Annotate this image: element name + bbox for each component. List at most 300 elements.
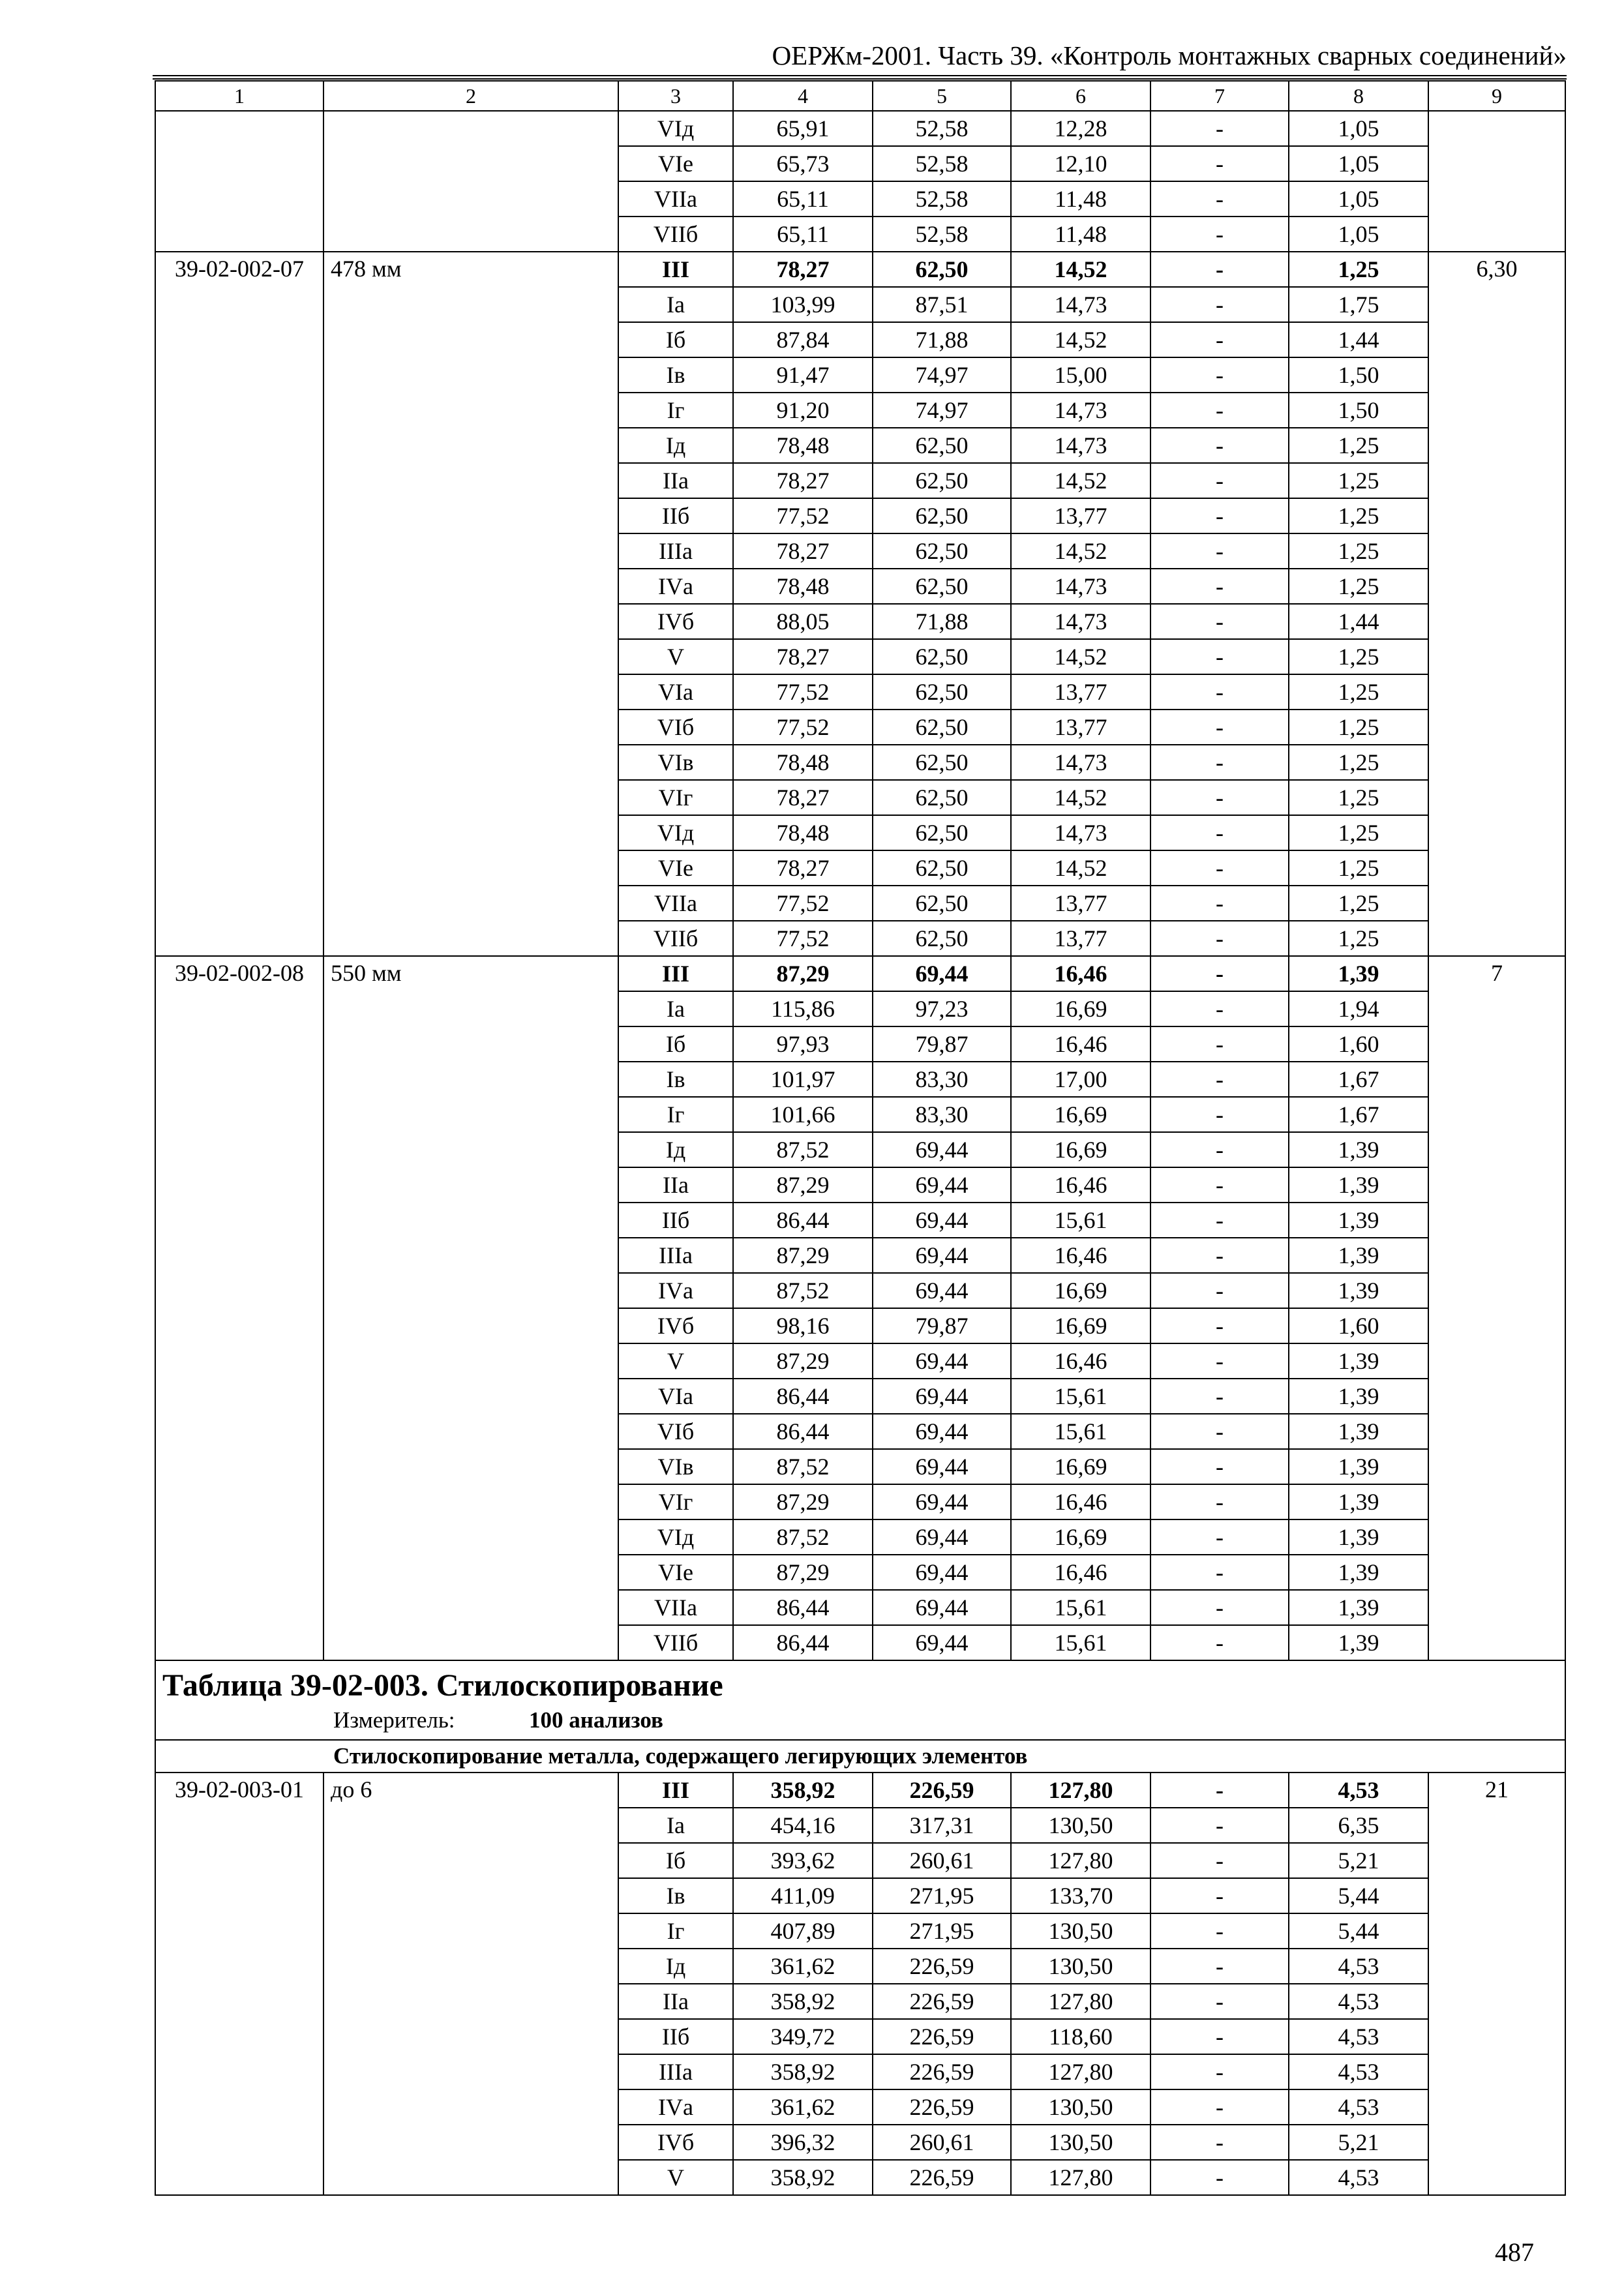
materials-cell: 1,39 <box>1289 1625 1428 1660</box>
machines-cell: 16,46 <box>1011 956 1150 991</box>
machines-cell: 13,77 <box>1011 710 1150 745</box>
machines-cell: 15,61 <box>1011 1590 1150 1625</box>
machines-cell: 16,46 <box>1011 1484 1150 1519</box>
wages-cell: 69,44 <box>873 1414 1011 1449</box>
direct-cost-cell: 78,48 <box>733 745 873 780</box>
zone-cell: IIб <box>618 498 733 533</box>
direct-cost-cell: 77,52 <box>733 886 873 921</box>
zone-cell: Iб <box>618 322 733 357</box>
machines-cell: 16,69 <box>1011 1519 1150 1555</box>
wages-cell: 226,59 <box>873 2054 1011 2089</box>
zone-cell: VIIа <box>618 886 733 921</box>
materials-cell: 1,60 <box>1289 1308 1428 1343</box>
table-row <box>155 111 1565 146</box>
wages-cell: 62,50 <box>873 252 1011 287</box>
direct-cost-cell: 86,44 <box>733 1625 873 1660</box>
materials-cell: 1,39 <box>1289 1167 1428 1203</box>
zone-cell: Iд <box>618 1949 733 1984</box>
zone-cell: VIе <box>618 850 733 886</box>
wages-cell: 69,44 <box>873 1555 1011 1590</box>
wages-cell: 69,44 <box>873 1132 1011 1167</box>
column-number-row <box>155 81 1565 111</box>
rate-code: 39-02-002-08 <box>155 956 323 1660</box>
machinist-wages-cell: - <box>1150 710 1289 745</box>
machinist-wages-cell: - <box>1150 1913 1289 1949</box>
materials-cell: 1,25 <box>1289 921 1428 956</box>
wages-cell: 260,61 <box>873 2125 1011 2160</box>
materials-cell: 1,39 <box>1289 1379 1428 1414</box>
column-number: 7 <box>1150 81 1289 111</box>
column-number: 6 <box>1011 81 1150 111</box>
machinist-wages-cell: - <box>1150 322 1289 357</box>
wages-cell: 226,59 <box>873 2019 1011 2054</box>
zone-cell: VIд <box>618 111 733 146</box>
wages-cell: 226,59 <box>873 2089 1011 2125</box>
machinist-wages-cell: - <box>1150 1984 1289 2019</box>
zone-cell: Iг <box>618 1913 733 1949</box>
wages-cell: 62,50 <box>873 921 1011 956</box>
machines-cell: 17,00 <box>1011 1062 1150 1097</box>
machinist-wages-cell: - <box>1150 745 1289 780</box>
machinist-wages-cell: - <box>1150 146 1289 181</box>
machinist-wages-cell: - <box>1150 674 1289 710</box>
machines-cell: 16,69 <box>1011 991 1150 1026</box>
machinist-wages-cell: - <box>1150 1097 1289 1132</box>
zone-cell: VIIа <box>618 1590 733 1625</box>
machines-cell: 16,69 <box>1011 1308 1150 1343</box>
wages-cell: 62,50 <box>873 850 1011 886</box>
machinist-wages-cell: - <box>1150 815 1289 850</box>
direct-cost-cell: 78,27 <box>733 850 873 886</box>
column-number: 9 <box>1428 81 1565 111</box>
zone-cell: V <box>618 2160 733 2195</box>
direct-cost-cell: 78,27 <box>733 463 873 498</box>
zone-cell: Iг <box>618 393 733 428</box>
materials-cell: 1,39 <box>1289 1555 1428 1590</box>
machinist-wages-cell: - <box>1150 287 1289 322</box>
wages-cell: 226,59 <box>873 1984 1011 2019</box>
machinist-wages-cell: - <box>1150 1026 1289 1062</box>
machines-cell: 16,46 <box>1011 1167 1150 1203</box>
materials-cell: 4,53 <box>1289 1949 1428 1984</box>
machines-cell: 14,73 <box>1011 745 1150 780</box>
machinist-wages-cell: - <box>1150 886 1289 921</box>
wages-cell: 226,59 <box>873 1773 1011 1808</box>
zone-cell: VIг <box>618 1484 733 1519</box>
total-value <box>1428 111 1565 252</box>
direct-cost-cell: 78,27 <box>733 780 873 815</box>
table-row <box>155 1773 1565 1808</box>
machinist-wages-cell: - <box>1150 2054 1289 2089</box>
direct-cost-cell: 87,29 <box>733 1343 873 1379</box>
machines-cell: 16,46 <box>1011 1555 1150 1590</box>
direct-cost-cell: 77,52 <box>733 498 873 533</box>
machines-cell: 127,80 <box>1011 2160 1150 2195</box>
direct-cost-cell: 88,05 <box>733 604 873 639</box>
direct-cost-cell: 87,52 <box>733 1273 873 1308</box>
wages-cell: 69,44 <box>873 1484 1011 1519</box>
zone-cell: V <box>618 1343 733 1379</box>
wages-cell: 317,31 <box>873 1808 1011 1843</box>
direct-cost-cell: 78,48 <box>733 428 873 463</box>
zone-cell: IIа <box>618 1984 733 2019</box>
rate-code <box>155 111 323 252</box>
zone-cell: IVб <box>618 1308 733 1343</box>
materials-cell: 1,50 <box>1289 393 1428 428</box>
materials-cell: 4,53 <box>1289 1984 1428 2019</box>
machines-cell: 16,46 <box>1011 1026 1150 1062</box>
machines-cell: 14,52 <box>1011 639 1150 674</box>
table-title-row <box>155 1660 1565 1740</box>
machines-cell: 15,61 <box>1011 1625 1150 1660</box>
materials-cell: 5,44 <box>1289 1878 1428 1913</box>
wages-cell: 52,58 <box>873 181 1011 217</box>
measure-line <box>162 1705 1558 1739</box>
machines-cell: 14,73 <box>1011 815 1150 850</box>
machinist-wages-cell: - <box>1150 2160 1289 2195</box>
zone-cell: IIа <box>618 1167 733 1203</box>
direct-cost-cell: 86,44 <box>733 1414 873 1449</box>
machines-cell: 16,69 <box>1011 1097 1150 1132</box>
machinist-wages-cell: - <box>1150 1484 1289 1519</box>
wages-cell: 226,59 <box>873 2160 1011 2195</box>
materials-cell: 1,39 <box>1289 1132 1428 1167</box>
machinist-wages-cell: - <box>1150 1878 1289 1913</box>
zone-cell: Iа <box>618 991 733 1026</box>
materials-cell: 1,39 <box>1289 956 1428 991</box>
materials-cell: 1,25 <box>1289 533 1428 569</box>
column-number: 1 <box>155 81 323 111</box>
materials-cell: 1,39 <box>1289 1343 1428 1379</box>
materials-cell: 1,25 <box>1289 710 1428 745</box>
rates-table <box>155 80 1566 2196</box>
machinist-wages-cell: - <box>1150 111 1289 146</box>
machines-cell: 127,80 <box>1011 1843 1150 1878</box>
wages-cell: 62,50 <box>873 498 1011 533</box>
wages-cell: 69,44 <box>873 1449 1011 1484</box>
wages-cell: 69,44 <box>873 1590 1011 1625</box>
wages-cell: 62,50 <box>873 780 1011 815</box>
direct-cost-cell: 91,47 <box>733 357 873 393</box>
direct-cost-cell: 65,73 <box>733 146 873 181</box>
wages-cell: 271,95 <box>873 1878 1011 1913</box>
machines-cell: 14,52 <box>1011 533 1150 569</box>
machines-cell: 15,61 <box>1011 1379 1150 1414</box>
machines-cell: 14,52 <box>1011 463 1150 498</box>
machines-cell: 130,50 <box>1011 1949 1150 1984</box>
machinist-wages-cell: - <box>1150 1062 1289 1097</box>
zone-cell: Iа <box>618 287 733 322</box>
direct-cost-cell: 393,62 <box>733 1843 873 1878</box>
zone-cell: VIе <box>618 1555 733 1590</box>
zone-cell: V <box>618 639 733 674</box>
wages-cell: 226,59 <box>873 1949 1011 1984</box>
machines-cell: 133,70 <box>1011 1878 1150 1913</box>
size-label: 550 мм <box>323 956 618 1660</box>
machines-cell: 14,52 <box>1011 780 1150 815</box>
direct-cost-cell: 78,27 <box>733 533 873 569</box>
wages-cell: 260,61 <box>873 1843 1011 1878</box>
materials-cell: 1,67 <box>1289 1097 1428 1132</box>
machinist-wages-cell: - <box>1150 463 1289 498</box>
rate-code: 39-02-003-01 <box>155 1773 323 2195</box>
table-body-part2 <box>155 1773 1565 2195</box>
direct-cost-cell: 87,29 <box>733 1238 873 1273</box>
wages-cell: 71,88 <box>873 322 1011 357</box>
materials-cell: 4,53 <box>1289 2089 1428 2125</box>
machinist-wages-cell: - <box>1150 1590 1289 1625</box>
section-title: Стилоскопирование металла, содержащего легирующих элементов <box>155 1740 1565 1773</box>
wages-cell: 79,87 <box>873 1308 1011 1343</box>
machines-cell: 12,10 <box>1011 146 1150 181</box>
wages-cell: 62,50 <box>873 886 1011 921</box>
machines-cell: 130,50 <box>1011 2125 1150 2160</box>
direct-cost-cell: 115,86 <box>733 991 873 1026</box>
wages-cell: 62,50 <box>873 639 1011 674</box>
zone-cell: VIIб <box>618 217 733 252</box>
wages-cell: 62,50 <box>873 428 1011 463</box>
wages-cell: 69,44 <box>873 1167 1011 1203</box>
direct-cost-cell: 87,29 <box>733 1484 873 1519</box>
zone-cell: III <box>618 1773 733 1808</box>
zone-cell: Iв <box>618 1062 733 1097</box>
column-number: 2 <box>323 81 618 111</box>
materials-cell: 1,25 <box>1289 745 1428 780</box>
machinist-wages-cell: - <box>1150 498 1289 533</box>
zone-cell: Iд <box>618 1132 733 1167</box>
machines-cell: 12,28 <box>1011 111 1150 146</box>
materials-cell: 1,25 <box>1289 850 1428 886</box>
materials-cell: 4,53 <box>1289 2054 1428 2089</box>
direct-cost-cell: 87,52 <box>733 1519 873 1555</box>
machines-cell: 14,73 <box>1011 569 1150 604</box>
machinist-wages-cell: - <box>1150 181 1289 217</box>
materials-cell: 1,75 <box>1289 287 1428 322</box>
materials-cell: 1,25 <box>1289 815 1428 850</box>
direct-cost-cell: 87,52 <box>733 1449 873 1484</box>
machinist-wages-cell: - <box>1150 1625 1289 1660</box>
wages-cell: 271,95 <box>873 1913 1011 1949</box>
machinist-wages-cell: - <box>1150 1203 1289 1238</box>
materials-cell: 4,53 <box>1289 2160 1428 2195</box>
machinist-wages-cell: - <box>1150 252 1289 287</box>
page-number: 487 <box>1495 2237 1534 2267</box>
table-title: Таблица 39-02-003. Стилоскопирование <box>162 1668 723 1703</box>
direct-cost-cell: 358,92 <box>733 2160 873 2195</box>
zone-cell: IVб <box>618 604 733 639</box>
direct-cost-cell: 86,44 <box>733 1590 873 1625</box>
machines-cell: 118,60 <box>1011 2019 1150 2054</box>
header-rule <box>153 75 1567 80</box>
materials-cell: 1,05 <box>1289 146 1428 181</box>
table-row <box>155 252 1565 287</box>
wages-cell: 83,30 <box>873 1097 1011 1132</box>
wages-cell: 62,50 <box>873 463 1011 498</box>
materials-cell: 1,25 <box>1289 428 1428 463</box>
machines-cell: 16,69 <box>1011 1449 1150 1484</box>
column-number: 3 <box>618 81 733 111</box>
materials-cell: 1,60 <box>1289 1026 1428 1062</box>
direct-cost-cell: 361,62 <box>733 2089 873 2125</box>
wages-cell: 62,50 <box>873 815 1011 850</box>
zone-cell: VIг <box>618 780 733 815</box>
direct-cost-cell: 407,89 <box>733 1913 873 1949</box>
wages-cell: 69,44 <box>873 1379 1011 1414</box>
machinist-wages-cell: - <box>1150 357 1289 393</box>
materials-cell: 1,39 <box>1289 1449 1428 1484</box>
wages-cell: 69,44 <box>873 1519 1011 1555</box>
measure-label: Измеритель: <box>333 1707 455 1733</box>
wages-cell: 79,87 <box>873 1026 1011 1062</box>
machines-cell: 13,77 <box>1011 921 1150 956</box>
zone-cell: VIе <box>618 146 733 181</box>
machines-cell: 15,61 <box>1011 1203 1150 1238</box>
materials-cell: 5,44 <box>1289 1913 1428 1949</box>
wages-cell: 62,50 <box>873 674 1011 710</box>
zone-cell: Iг <box>618 1097 733 1132</box>
materials-cell: 1,05 <box>1289 217 1428 252</box>
wages-cell: 62,50 <box>873 569 1011 604</box>
machines-cell: 13,77 <box>1011 886 1150 921</box>
wages-cell: 52,58 <box>873 217 1011 252</box>
zone-cell: VIIа <box>618 181 733 217</box>
wages-cell: 52,58 <box>873 146 1011 181</box>
zone-cell: VIв <box>618 745 733 780</box>
wages-cell: 74,97 <box>873 357 1011 393</box>
direct-cost-cell: 101,66 <box>733 1097 873 1132</box>
direct-cost-cell: 358,92 <box>733 2054 873 2089</box>
column-number: 8 <box>1289 81 1428 111</box>
materials-cell: 1,39 <box>1289 1414 1428 1449</box>
direct-cost-cell: 358,92 <box>733 1773 873 1808</box>
machinist-wages-cell: - <box>1150 1519 1289 1555</box>
direct-cost-cell: 78,48 <box>733 815 873 850</box>
materials-cell: 1,39 <box>1289 1273 1428 1308</box>
machinist-wages-cell: - <box>1150 1132 1289 1167</box>
direct-cost-cell: 77,52 <box>733 921 873 956</box>
machines-cell: 16,69 <box>1011 1132 1150 1167</box>
total-value: 6,30 <box>1428 252 1565 956</box>
materials-cell: 1,05 <box>1289 111 1428 146</box>
machinist-wages-cell: - <box>1150 956 1289 991</box>
machines-cell: 11,48 <box>1011 181 1150 217</box>
machinist-wages-cell: - <box>1150 2125 1289 2160</box>
zone-cell: IVб <box>618 2125 733 2160</box>
machinist-wages-cell: - <box>1150 991 1289 1026</box>
zone-cell: Iа <box>618 1808 733 1843</box>
machines-cell: 11,48 <box>1011 217 1150 252</box>
materials-cell: 1,25 <box>1289 886 1428 921</box>
wages-cell: 69,44 <box>873 1273 1011 1308</box>
machines-cell: 14,52 <box>1011 850 1150 886</box>
wages-cell: 69,44 <box>873 956 1011 991</box>
machines-cell: 13,77 <box>1011 674 1150 710</box>
machines-cell: 14,73 <box>1011 287 1150 322</box>
materials-cell: 6,35 <box>1289 1808 1428 1843</box>
direct-cost-cell: 454,16 <box>733 1808 873 1843</box>
materials-cell: 5,21 <box>1289 2125 1428 2160</box>
wages-cell: 62,50 <box>873 710 1011 745</box>
machines-cell: 127,80 <box>1011 1773 1150 1808</box>
section-row <box>155 1740 1565 1773</box>
direct-cost-cell: 358,92 <box>733 1984 873 2019</box>
machines-cell: 16,69 <box>1011 1273 1150 1308</box>
direct-cost-cell: 77,52 <box>733 674 873 710</box>
zone-cell: VIд <box>618 1519 733 1555</box>
direct-cost-cell: 86,44 <box>733 1379 873 1414</box>
machines-cell: 16,46 <box>1011 1343 1150 1379</box>
wages-cell: 87,51 <box>873 287 1011 322</box>
measure-value: 100 анализов <box>529 1707 663 1733</box>
machinist-wages-cell: - <box>1150 1843 1289 1878</box>
materials-cell: 1,25 <box>1289 252 1428 287</box>
wages-cell: 69,44 <box>873 1343 1011 1379</box>
wages-cell: 69,44 <box>873 1238 1011 1273</box>
machines-cell: 130,50 <box>1011 1913 1150 1949</box>
wages-cell: 74,97 <box>873 393 1011 428</box>
direct-cost-cell: 87,29 <box>733 1167 873 1203</box>
machinist-wages-cell: - <box>1150 1449 1289 1484</box>
machines-cell: 14,73 <box>1011 428 1150 463</box>
zone-cell: IVа <box>618 569 733 604</box>
direct-cost-cell: 361,62 <box>733 1949 873 1984</box>
direct-cost-cell: 65,11 <box>733 217 873 252</box>
direct-cost-cell: 396,32 <box>733 2125 873 2160</box>
machines-cell: 13,77 <box>1011 498 1150 533</box>
machinist-wages-cell: - <box>1150 569 1289 604</box>
machines-cell: 127,80 <box>1011 1984 1150 2019</box>
machines-cell: 16,46 <box>1011 1238 1150 1273</box>
zone-cell: Iв <box>618 357 733 393</box>
materials-cell: 1,25 <box>1289 498 1428 533</box>
running-header: ОЕРЖм-2001. Часть 39. «Контроль монтажных сварных соединений» <box>772 40 1567 70</box>
column-number: 4 <box>733 81 873 111</box>
machinist-wages-cell: - <box>1150 780 1289 815</box>
zone-cell: IVа <box>618 2089 733 2125</box>
zone-cell: VIIб <box>618 1625 733 1660</box>
machines-cell: 127,80 <box>1011 2054 1150 2089</box>
zone-cell: IIа <box>618 463 733 498</box>
zone-cell: VIд <box>618 815 733 850</box>
direct-cost-cell: 91,20 <box>733 393 873 428</box>
total-value: 7 <box>1428 956 1565 1660</box>
wages-cell: 71,88 <box>873 604 1011 639</box>
direct-cost-cell: 65,11 <box>733 181 873 217</box>
zone-cell: Iв <box>618 1878 733 1913</box>
materials-cell: 1,25 <box>1289 463 1428 498</box>
direct-cost-cell: 87,84 <box>733 322 873 357</box>
machinist-wages-cell: - <box>1150 1273 1289 1308</box>
zone-cell: IIIа <box>618 533 733 569</box>
zone-cell: VIа <box>618 1379 733 1414</box>
direct-cost-cell: 78,48 <box>733 569 873 604</box>
materials-cell: 1,39 <box>1289 1484 1428 1519</box>
machinist-wages-cell: - <box>1150 1379 1289 1414</box>
machinist-wages-cell: - <box>1150 393 1289 428</box>
machinist-wages-cell: - <box>1150 1167 1289 1203</box>
table-row <box>155 956 1565 991</box>
direct-cost-cell: 65,91 <box>733 111 873 146</box>
wages-cell: 69,44 <box>873 1625 1011 1660</box>
materials-cell: 1,39 <box>1289 1238 1428 1273</box>
zone-cell: IIIа <box>618 1238 733 1273</box>
zone-cell: Iб <box>618 1843 733 1878</box>
materials-cell: 1,44 <box>1289 604 1428 639</box>
machinist-wages-cell: - <box>1150 850 1289 886</box>
wages-cell: 62,50 <box>873 533 1011 569</box>
zone-cell: VIв <box>618 1449 733 1484</box>
wages-cell: 69,44 <box>873 1203 1011 1238</box>
